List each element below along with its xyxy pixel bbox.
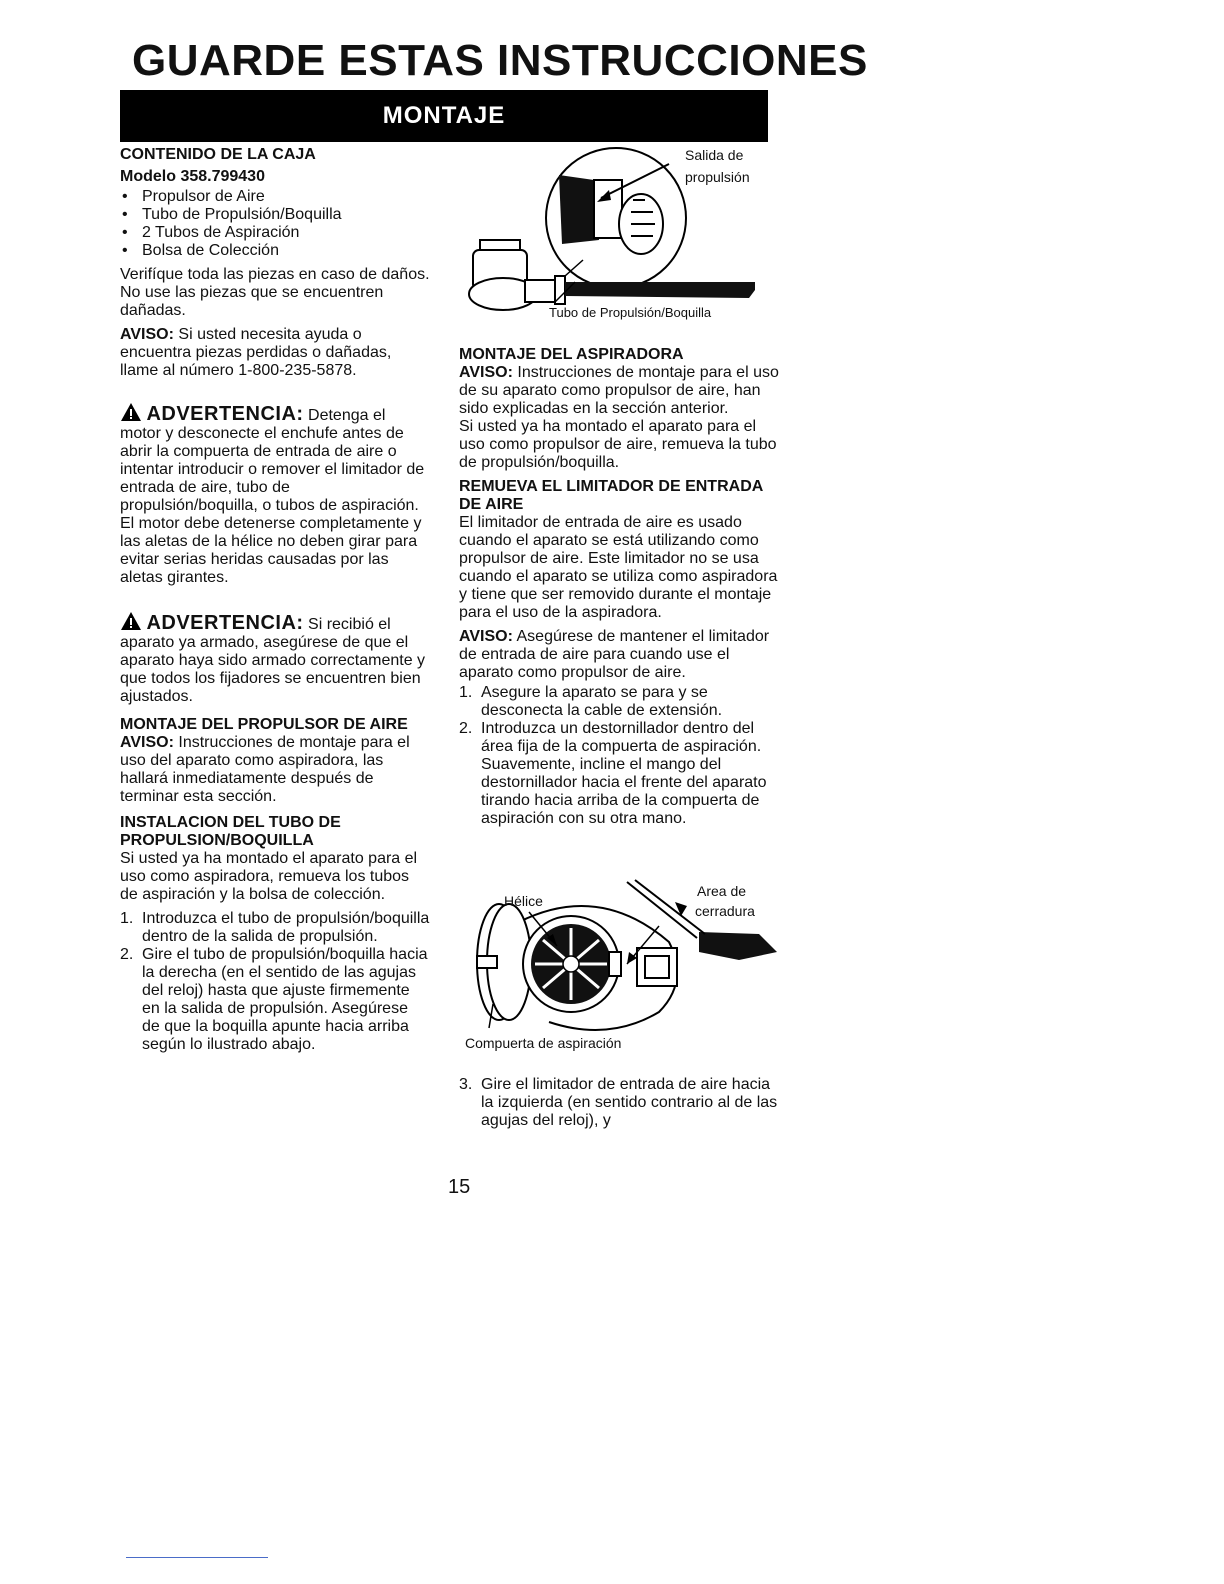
warning-text: Si recibió el aparato ya armado, asegúrese de que el aparato haya sido armado correctamente y que todos los fijadores se encuentren bien ajustados. [120,616,426,705]
right-column [459,346,779,828]
label-intake-door: Compuerta de aspiración [465,1035,622,1051]
right-column-continued [459,1074,779,1130]
aspiradora-paragraph: Si usted ya ha montado el aparato para el uso como propulsor de aire, remueva la tubo de propulsión/boquilla. [459,418,777,471]
step-number: 1. [459,684,473,701]
aviso-text: Instrucciones de montaje para el uso del aparato como aspiradora, las hallará inmediatamente después de terminar esta sección. [120,734,410,805]
tubo-steps [120,910,430,1054]
warning-icon [120,402,142,422]
figure-blower-nozzle [459,140,779,340]
box-contents-heading: CONTENIDO DE LA CAJA [120,146,316,163]
step-text: Gire el limitador de entrada de aire hacia la izquierda (en sentido contrario al de las agujas del reloj), y [481,1076,778,1129]
page-number: 15 [448,1176,471,1198]
step-text: Introduzca el tubo de propulsión/boquilla dentro de la salida de propulsión. [142,910,430,945]
left-column [120,146,430,1054]
warning-text: Detenga el motor y desconecte el enchufe antes de abrir la compuerta de entrada de aire o intentar introducir o remover el limitador de entrada de aire, tubo de propulsión/boquilla, o tubos de aspiración. El motor debe detenerse completamente y las aletas de la hélice no deben girar para evitar serias heridas causadas por las aletas girantes. [120,407,425,586]
list-item [459,684,779,720]
tubo-heading: INSTALACION DEL TUBO DE PROPULSION/BOQUILLA [120,814,341,849]
step-number: 2. [459,720,473,737]
step-text: Asegure la aparato se para y se desconecta la cable de extensión. [481,684,723,719]
list-item: • 2 Tubos de Aspiración [120,224,430,242]
list-item: • Bolsa de Colección [120,242,430,260]
warning-label: ADVERTENCIA: [146,612,304,634]
step-text: Gire el tubo de propulsión/boquilla hacia la derecha (en el sentido de las agujas del reloj) hasta que ajuste firmemente en la salida de propulsión. Asegúrese de que la boquilla apunte hacia arriba según lo ilustrado abajo. [142,946,428,1053]
limitador-heading: REMUEVA EL LIMITADOR DE ENTRADA DE AIRE [459,478,763,513]
aviso-propulsor-paragraph [120,734,430,806]
contents-list [120,188,430,260]
list-item [120,946,430,1054]
aspiradora-heading: MONTAJE DEL ASPIRADORA [459,346,684,363]
aviso-label: AVISO: [459,628,513,645]
tubo-intro: Si usted ya ha montado el aparato para el uso como aspiradora, remueva los tubos de aspiración y la bolsa de colección. [120,850,418,903]
label-lock-area-line1: Area de [697,883,747,899]
list-item: • Tubo de Propulsión/Boquilla [120,206,430,224]
model-number: Modelo 358.799430 [120,168,265,185]
label-impeller: Hélice [504,893,543,909]
aviso-aspiradora-paragraph [459,364,779,418]
warning-icon [120,611,142,631]
step-number: 2. [120,946,134,963]
list-item: • Propulsor de Aire [120,188,430,206]
section-heading-bar [120,90,768,142]
label-outlet-line2: propulsión [685,169,750,185]
figure-impeller-door [459,872,789,1062]
aviso-label: AVISO: [459,364,513,381]
warning-paragraph [120,402,430,587]
aviso-label: AVISO: [120,326,174,343]
step-number: 3. [459,1076,473,1093]
verify-paragraph: Verifíque toda las piezas en caso de daños. No use las piezas que se encuentren dañadas. [120,266,430,319]
footer-rule [126,1557,268,1558]
aviso-help-paragraph [120,326,430,380]
aviso-text: Si usted necesita ayuda o encuentra piezas perdidas o dañadas, llame al número 1-800-235-5878. [120,326,392,379]
aviso-text: Instrucciones de montaje para el uso de su aparato como propulsor de aire, han sido explicadas en la sección anterior. [459,364,779,417]
step-text: Introduzca un destornillador dentro del área fija de la compuerta de aspiración. Suavemente, incline el mango del destornillador hacia el frente del aparato tirando hacia arriba de la compuerta de aspiración con su otra mano. [481,720,767,827]
section-heading: MONTAJE [382,102,506,129]
warning-paragraph [120,611,430,706]
limitador-paragraph: El limitador de entrada de aire es usado cuando el aparato se está utilizando como propulsor de aire. Este limitador no se usa cuando el aparato se utiliza como aspiradora y tiene que ser removido durante el montaje para el uso de la aspiradora. [459,514,778,621]
label-nozzle-tube: Tubo de Propulsión/Boquilla [549,305,712,320]
aspiradora-steps [459,684,779,828]
page-title: GUARDE ESTAS INSTRUCCIONES [132,36,868,85]
list-item [459,1076,779,1130]
aviso-text: Asegúrese de mantener el limitador de entrada de aire para cuando use el aparato como propulsor de aire. [459,628,770,681]
aviso-limitador-paragraph [459,628,779,682]
step-number: 1. [120,910,134,927]
warning-label: ADVERTENCIA: [146,403,304,425]
list-item [459,720,779,828]
propulsor-heading: MONTAJE DEL PROPULSOR DE AIRE [120,716,408,733]
label-outlet-line1: Salida de [685,147,744,163]
aspiradora-steps-continued [459,1076,779,1130]
aviso-label: AVISO: [120,734,174,751]
label-lock-area-line2: cerradura [695,903,755,919]
list-item [120,910,430,946]
